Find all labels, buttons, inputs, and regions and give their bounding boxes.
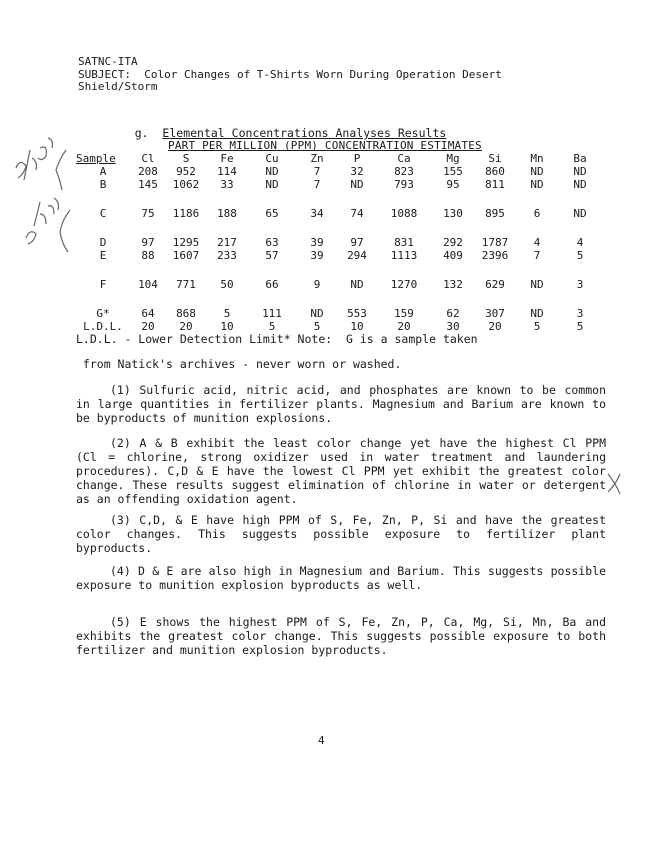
cell: 20 [397,320,411,333]
cell: 3 [576,307,584,320]
cell: 217 [217,236,237,249]
paragraph-3: (3) C,D, & E have high PPM of S, Fe, Zn, P, Si and have the greatest color changes. This suggests possible exposure to fertilizer plant byproducts. [76,513,606,555]
cell: C [99,207,107,220]
table-row [76,249,602,262]
table-header-row [76,152,602,165]
cell: 5 [576,320,584,333]
table-title: PART PER MILLION (PPM) CONCENTRATION ESTIMATES [168,139,482,152]
cell: 868 [176,307,196,320]
col-header-s: S [182,152,190,165]
table-row [76,165,602,178]
cell: 1607 [172,249,200,262]
cell: 3 [576,278,584,291]
cell: 75 [141,207,155,220]
col-header-cu: Cu [265,152,279,165]
section-title: Elemental Concentrations Analyses Results [162,126,447,140]
cell: ND [265,178,279,191]
cell: A [99,165,107,178]
cell: L.D.L. [83,320,123,333]
cell: 1088 [390,207,418,220]
col-header-fe: Fe [220,152,234,165]
cell: 1113 [390,249,418,262]
col-header-cl: Cl [141,152,155,165]
cell: ND [573,165,587,178]
paragraph-4: (4) D & E are also high in Magnesium and Barium. This suggests possible exposure to munition explosion byproducts as well. [76,564,606,592]
cell: ND [530,165,544,178]
col-header-zn: Zn [310,152,324,165]
cell: 860 [485,165,505,178]
col-header-p: P [353,152,361,165]
cell: 104 [138,278,158,291]
cell: 1270 [390,278,418,291]
handwritten-margin-note [10,128,74,278]
cell: 2396 [481,249,509,262]
cell: 64 [141,307,155,320]
cell: 130 [443,207,463,220]
cell: 66 [265,278,279,291]
paragraph-2: (2) A & B exhibit the least color change yet have the highest Cl PPM (Cl = chlorine, strong oxidizer used in water treatment and laundering procedures). C,D & E have the lowest Cl PPM yet exhibit the greatest color change. These results suggest elimination of chlorine in water or detergent as an offending oxidation agent. [76,436,606,506]
cell: 208 [138,165,158,178]
col-header-mg: Mg [446,152,460,165]
cell: 553 [347,307,367,320]
col-header-sample: Sample [76,152,116,165]
cell: 97 [350,236,364,249]
cell: 629 [485,278,505,291]
subject-line-1: SUBJECT: Color Changes of T-Shirts Worn During Operation Desert [78,68,502,81]
cell: 50 [220,278,234,291]
cell: 5 [268,320,276,333]
cell: 7 [533,249,541,262]
cell: 88 [141,249,155,262]
cell: 9 [313,278,321,291]
cell: 1295 [172,236,200,249]
cell: 32 [350,165,364,178]
cell: 10 [350,320,364,333]
ldl-note-line-1: L.D.L. - Lower Detection Limit* Note: G is a sample taken [76,332,478,346]
cell: 20 [141,320,155,333]
cell: 57 [265,249,279,262]
cell: D [99,236,107,249]
cell: 39 [310,236,324,249]
cell: 5 [223,307,231,320]
subject-line-2: Shield/Storm [78,80,158,93]
cell: 34 [310,207,324,220]
cell: 6 [533,207,541,220]
cell: 294 [347,249,367,262]
cell: 63 [265,236,279,249]
cell: ND [310,307,324,320]
cell: 5 [576,249,584,262]
cell: 233 [217,249,237,262]
cell: 20 [179,320,193,333]
cell: 188 [217,207,237,220]
cell: 1787 [481,236,509,249]
paragraph-5: (5) E shows the highest PPM of S, Fe, Zn, P, Ca, Mg, Si, Mn, Ba and exhibits the greatest color change. This suggests possible exposure to both fertilizer and munition explosion byproducts. [76,615,606,657]
cell: 7 [313,165,321,178]
concentration-table [76,152,602,333]
cell: 30 [446,320,460,333]
cell: 159 [394,307,414,320]
office-symbol: SATNC-ITA [78,55,138,68]
cell: 793 [394,178,414,191]
cell: 20 [488,320,502,333]
cell: 39 [310,249,324,262]
cell: 811 [485,178,505,191]
cell: ND [265,165,279,178]
cell: 33 [220,178,234,191]
col-header-ba: Ba [573,152,587,165]
cell: G* [96,307,110,320]
cell: 823 [394,165,414,178]
table-row [76,262,602,291]
cell: ND [573,207,587,220]
cell: 145 [138,178,158,191]
cell: 1186 [172,207,200,220]
cell: 895 [485,207,505,220]
cell: 409 [443,249,463,262]
page-number: 4 [318,734,325,747]
cell: 111 [262,307,282,320]
cell: 952 [176,165,196,178]
cell: 4 [533,236,541,249]
cell: E [99,249,107,262]
paragraph-1: (1) Sulfuric acid, nitric acid, and phosphates are known to be common in large quantities in fertilizer plants. Magnesium and Barium are known to be byproducts of munition explosions. [76,383,606,425]
col-header-mn: Mn [530,152,544,165]
handwritten-x-mark [604,470,626,496]
cell: 114 [217,165,237,178]
cell: F [99,278,107,291]
cell: 62 [446,307,460,320]
table-row [76,178,602,191]
cell: 65 [265,207,279,220]
cell: 1062 [172,178,200,191]
cell: 307 [485,307,505,320]
col-header-ca: Ca [397,152,411,165]
cell: 97 [141,236,155,249]
cell: 5 [533,320,541,333]
cell: ND [573,178,587,191]
cell: ND [350,278,364,291]
cell: 74 [350,207,364,220]
table-row [76,291,602,320]
cell: ND [530,278,544,291]
cell: ND [530,178,544,191]
table-row [76,191,602,220]
cell: 831 [394,236,414,249]
cell: 5 [313,320,321,333]
col-header-si: Si [488,152,502,165]
cell: 4 [576,236,584,249]
table-row [76,220,602,249]
cell: 132 [443,278,463,291]
cell: 292 [443,236,463,249]
cell: 7 [313,178,321,191]
ldl-note-line-2: from Natick's archives - never worn or washed. [76,357,402,371]
cell: 155 [443,165,463,178]
section-letter: g. [134,126,149,140]
cell: 771 [176,278,196,291]
cell: 95 [446,178,460,191]
cell: ND [350,178,364,191]
cell: B [99,178,107,191]
cell: ND [530,307,544,320]
cell: 10 [220,320,234,333]
